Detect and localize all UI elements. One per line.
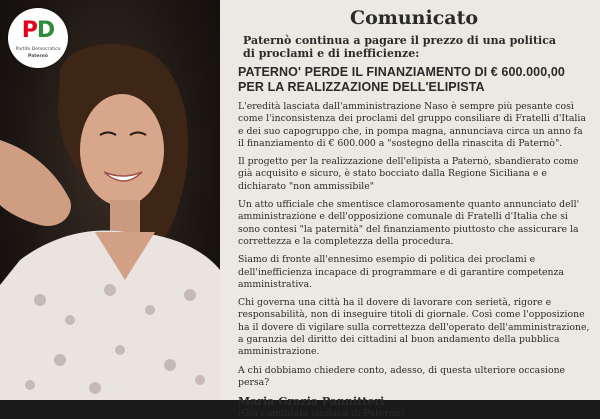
- signature-name: Maria Grazia Pannitteri: [238, 395, 385, 409]
- portrait-photo: [0, 0, 220, 400]
- body-paragraph: Un atto ufficiale che smentisce clamorosamente quanto annunciato dell' amministrazione e dell'opposizione comunale di Fratelli d'Italia che si sono contesi "la paternità" del finanziamento piuttosto che assicurare la correttezza e la completezza della procedura.: [238, 199, 580, 247]
- closing-question: A chi dobbiamo chiedere conto, adesso, di questa ulteriore occasione persa?: [238, 364, 566, 388]
- press-release: [220, 0, 600, 419]
- body-paragraph: Il progetto per la realizzazione dell'elipista a Paternò, sbandierato come già acquisito e sicuro, è stato bocciato dalla Regione Siciliana e e dichiarato "non ammissibile": [238, 156, 579, 192]
- body-paragraph: Siamo di fronte all'ennesimo esempio di politica dei proclami e dell'inefficienza incapace di programmare e di garantire competenza amministrativa.: [238, 254, 564, 290]
- logo-party-name: Partito Democratico: [15, 47, 61, 52]
- pd-logo-mark: PD: [21, 18, 55, 43]
- body-paragraph: L'eredità lasciata dall'amministrazione Naso è sempre più pesante così come l'inconsistenza dei proclami del gruppo consiliare di Fratelli d'Italia e dei suo capogruppo che, in pompa magna, annunciava circa un anno fa il finanziamento di € 600.000 a "sostegno della rinascita di Paternò".: [238, 101, 586, 149]
- signature-role: (Già candidata sindaca di Paternò): [238, 408, 405, 419]
- release-headline: PATERNO' PERDE IL FINANZIAMENTO DI € 600.000,00 PER LA REALIZZAZIONE DELL'ELIPISTA: [238, 65, 565, 94]
- release-title: Comunicato: [349, 7, 479, 29]
- pd-logo: [8, 8, 68, 68]
- logo-town-name: Paternò: [28, 54, 48, 59]
- release-subtitle-line-1: Paternò continua a pagare il prezzo di una politica: [243, 34, 557, 47]
- body-paragraph: Chi governa una città ha il dovere di lavorare con serietà, rigore e responsabilità, non di inseguire titoli di giornale. Così come l'opposizione ha il dovere di vigilare sulla correttezza dell'operato dell'amministrazione, a garanzia del diritto dei cittadini al buon andamento della pubblica amministrazione.: [238, 297, 590, 358]
- release-subtitle-line-2: di proclami e di inefficienze:: [243, 47, 420, 60]
